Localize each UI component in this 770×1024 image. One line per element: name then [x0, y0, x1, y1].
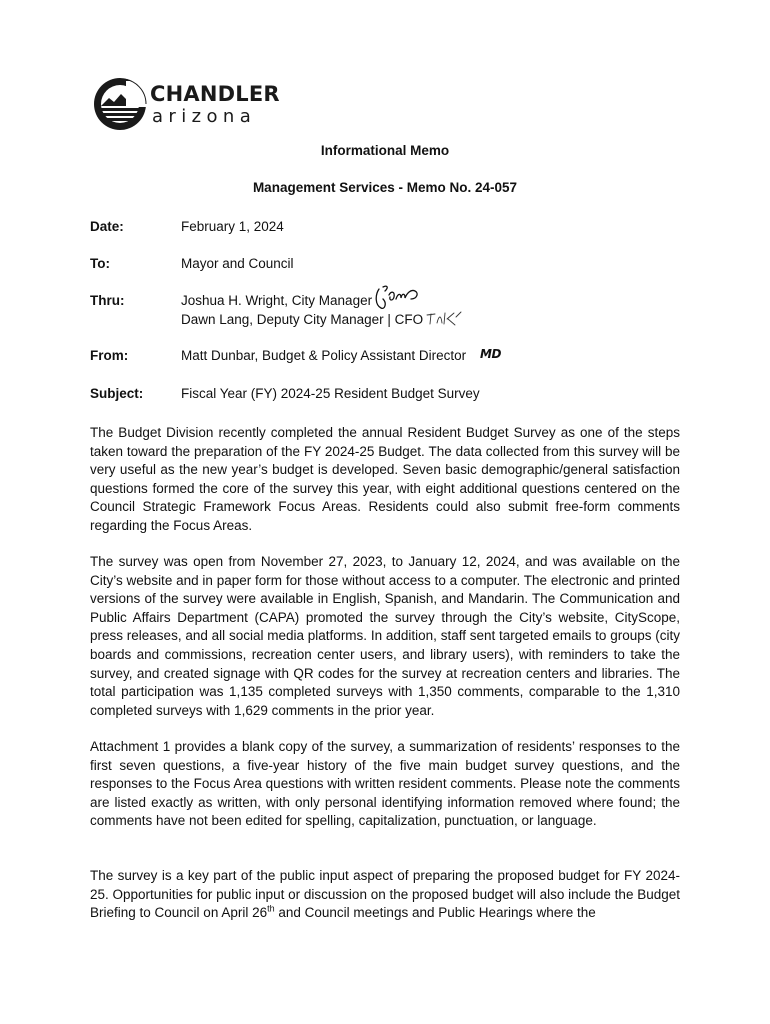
from-label: From: — [90, 348, 129, 363]
logo-subtitle: arizona — [152, 106, 257, 127]
thru-label: Thru: — [90, 293, 125, 308]
subject-label: Subject: — [90, 386, 144, 401]
paragraph-4 — [90, 867, 680, 923]
paragraph-4-superscript: th — [267, 903, 275, 914]
from-value: Matt Dunbar, Budget & Policy Assistant Director — [181, 348, 467, 363]
date-value: February 1, 2024 — [181, 219, 284, 234]
thru-line-2: Dawn Lang, Deputy City Manager | CFO — [181, 312, 424, 327]
from-initials: MD — [480, 347, 501, 361]
logo-wordmark: CHANDLER — [150, 82, 280, 106]
paragraph-4-text-a: The survey is a key part of the public input aspect of preparing the proposed budget for FY 2024-25. Opportunities for public input or discussion on the proposed budget will also include the Budget Briefing to Council on April 26 — [90, 868, 680, 921]
to-value: Mayor and Council — [181, 256, 294, 271]
chandler-logo-mark-icon — [92, 76, 148, 132]
date-label: Date: — [90, 219, 124, 234]
memo-number: Management Services - Memo No. 24-057 — [252, 180, 518, 195]
paragraph-1: The Budget Division recently completed the annual Resident Budget Survey as one of the steps taken toward the preparation of the FY 2024-25 Budget. The data collected from this survey will be very useful as the new year’s budget is developed. Seven basic demographic/general satisfaction questions formed the core of the survey this year, with eight additional questions centered on the Council Strategic Framework Focus Areas. Residents could also submit free-form comments regarding the Focus Areas. — [90, 425, 680, 533]
paragraph-2: The survey was open from November 27, 2023, to January 12, 2024, and was available on the City’s website and in paper form for those without access to a computer. The electronic and printed versions of the survey were available in English, Spanish, and Mandarin. The Communication and Public Affairs Department (CAPA) promoted the survey through the City’s website, CityScope, press releases, and all social media platforms. In addition, staff sent targeted emails to groups (city boards and commissions, recreation center users, and library users), with reminders to take the survey, and created signage with QR codes for the survey at recreation centers and libraries. The total participation was 1,135 completed surveys with 1,350 comments, comparable to the 1,310 completed surveys with 1,629 comments in the prior year. — [90, 554, 680, 718]
paragraph-3: Attachment 1 provides a blank copy of the survey, a summarization of residents’ responses to the first seven questions, a five-year history of the five main budget survey questions, and the responses to the Focus Area questions with written resident comments. Please note the comments are listed exactly as written, with only personal identifying information removed where found; the comments have not been edited for spelling, capitalization, punctuation, or language. — [90, 739, 680, 829]
signature-city-manager — [371, 281, 423, 311]
subject-value: Fiscal Year (FY) 2024-25 Resident Budget Survey — [181, 386, 480, 401]
memo-heading: Informational Memo — [320, 143, 450, 158]
thru-line-1: Joshua H. Wright, City Manager — [181, 293, 373, 308]
signature-deputy-city-manager — [425, 309, 463, 329]
chandler-logo — [92, 76, 280, 134]
to-label: To: — [90, 256, 110, 271]
paragraph-4-text-b: and Council meetings and Public Hearings where the — [274, 905, 596, 921]
